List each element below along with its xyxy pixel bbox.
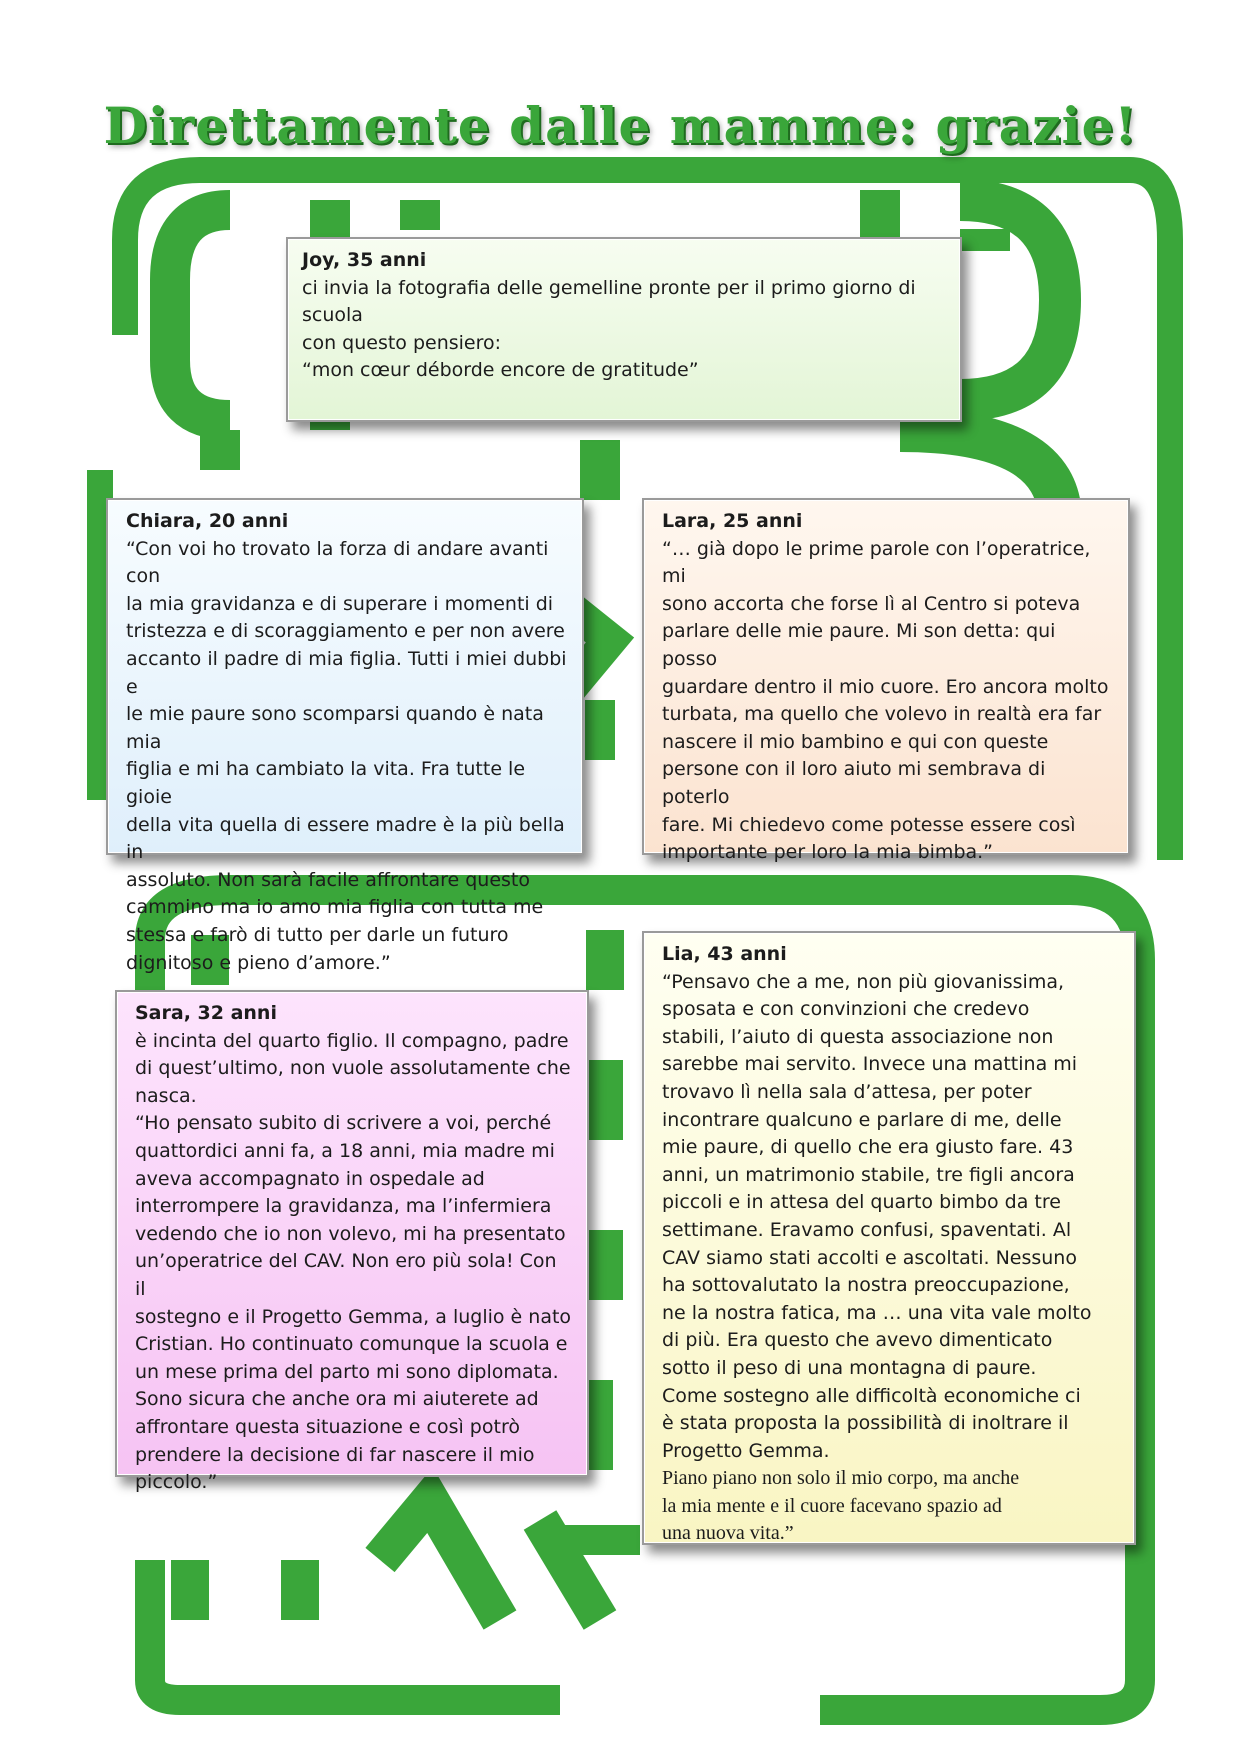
testimonial-card-lia [642, 931, 1136, 1545]
testimonial-card-lara [642, 498, 1130, 864]
testimonial-text: “… già dopo le prime parole con l’operatrice, mi sono accorta che forse lì al Centro si poteva parlare delle mie paure. Mi son detta: qui posso guardare dentro il mio cuore. Ero ancora molto turbata, ma quello che volevo in realtà era far nascere il mio bambino e qui con queste persone con il loro aiuto mi sembrava di poterlo fare. Mi chiedevo come potesse essere così importante per loro la mia bimba.” [662, 537, 1109, 864]
testimonial-text: è incinta del quarto figlio. Il compagno, padre di quest’ultimo, non vuole assolutamente che nasca. “Ho pensato subito di scrivere a voi, perché quattordici anni fa, a 18 anni, mia madre mi aveva accompagnato in ospedale ad interrompere la gravidanza, ma l’infermiera vedendo che io non volevo, mi ha presentato un’operatrice del CAV. Non ero più sola! Con il sostegno e il Progetto Gemma, a luglio è nato Cristian. Ho continuato comunque la scuola e un mese prima del parto mi sono diplomata. Sono sicura che anche ora mi aiuterete ad affrontare questa situazione e così potrò prendere la decisione di far nascere il mio piccolo.” [135, 1029, 572, 1494]
testimonial-card-joy [286, 237, 962, 422]
testimonial-author: Lia, 43 anni [662, 943, 787, 965]
testimonial-card-chiara [106, 498, 584, 974]
testimonial-card-sara [115, 990, 589, 1494]
testimonial-text-ending: Piano piano non solo il mio corpo, ma anche la mia mente e il cuore facevano spazio ad una nuova vita.” [662, 1467, 1020, 1545]
page-title: Direttamente dalle mamme: grazie! [103, 96, 1138, 155]
testimonial-text: “Con voi ho trovato la forza di andare avanti con la mia gravidanza e di superare i momenti di tristezza e di scoraggiamento e per non avere accanto il padre di mia figlia. Tutti i miei dubbi e le mie paure sono scomparsi quando è nata mia figlia e mi ha cambiato la vita. Fra tutte le gioie della vita quella di essere madre è la più bella in assoluto. Non sarà facile affrontare questo cammino ma io amo mia figlia con tutta me stessa e farò di tutto per darle un futuro dignitoso e pieno d’amore.” [126, 537, 567, 974]
testimonial-author: Joy, 35 anni [302, 249, 427, 271]
testimonial-author: Lara, 25 anni [662, 510, 803, 532]
testimonial-text: “Pensavo che a me, non più giovanissima, sposata e con convinzioni che credevo stabili, l’aiuto di questa associazione non sarebbe mai servito. Invece una mattina mi trovavo lì nella sala d’attesa, per poter incontrare qualcuno e parlare di me, delle mie paure, di quello che era giusto fare. 43 anni, un matrimonio stabile, tre figli ancora piccoli e in attesa del quarto bimbo da tre settimane. Eravamo confusi, spaventati. Al CAV siamo stati accolti e ascoltati. Nessuno ha sottovalutato la nostra preoccupazione, ne la nostra fatica, ma … una vita vale molto di più. Era questo che avevo dimenticato sotto il peso di una montagna di paure. Come sostegno alle difficoltà economiche ci è stata proposta la possibilità di inoltrare il Progetto Gemma. [662, 970, 1092, 1462]
testimonial-author: Chiara, 20 anni [126, 510, 289, 532]
testimonial-text: ci invia la fotografia delle gemelline pronte per il primo giorno di scuola con questo pensiero: “mon cœur déborde encore de gratitude” [302, 276, 916, 382]
testimonial-author: Sara, 32 anni [135, 1002, 277, 1024]
